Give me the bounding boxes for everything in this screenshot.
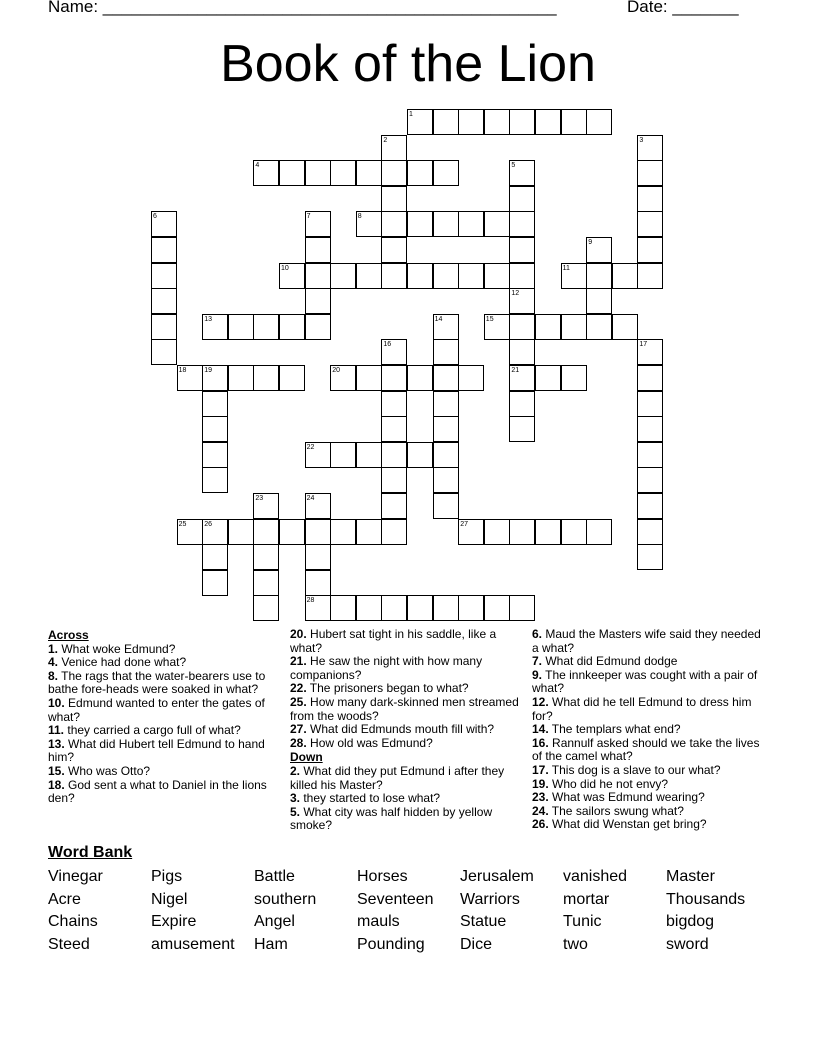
clue-number: 25 bbox=[178, 520, 187, 528]
clue bbox=[290, 737, 522, 751]
word-bank-item: Thousands bbox=[666, 890, 746, 908]
crossword-cell[interactable] bbox=[279, 160, 305, 186]
clue bbox=[290, 628, 522, 655]
word-bank-item: Pigs bbox=[151, 868, 183, 885]
word-bank-item: bigdog bbox=[666, 913, 715, 931]
clue bbox=[532, 778, 762, 792]
crossword-cell[interactable] bbox=[586, 109, 612, 135]
clue-text: God sent a what to Daniel in the lions den? bbox=[48, 777, 267, 806]
crossword-cell[interactable] bbox=[356, 442, 382, 468]
clue-text: What city was half hidden by yellow smoke? bbox=[290, 804, 493, 833]
word-bank-item: Expire bbox=[151, 913, 197, 931]
crossword-cell[interactable] bbox=[305, 314, 331, 340]
clue-number: 7 bbox=[306, 213, 311, 221]
crossword-cell[interactable] bbox=[509, 237, 535, 263]
crossword-cell[interactable] bbox=[407, 365, 433, 391]
clue-number: 13 bbox=[204, 315, 212, 323]
page-title: Book of the Lion bbox=[220, 35, 596, 93]
word-bank-item: Master bbox=[666, 868, 715, 885]
crossword-cell[interactable] bbox=[561, 365, 587, 391]
crossword-cell[interactable] bbox=[458, 211, 484, 237]
clue-number: 18. bbox=[48, 777, 65, 792]
word-bank-item: Horses bbox=[357, 868, 408, 885]
crossword-cell[interactable] bbox=[381, 391, 407, 417]
clue-text: Maud the Masters wife said they needed a what? bbox=[532, 627, 761, 655]
clue-number: 10 bbox=[281, 264, 289, 272]
crossword-cell[interactable] bbox=[407, 160, 433, 186]
word-bank-item: Jerusalem bbox=[460, 868, 534, 885]
crossword-cell[interactable] bbox=[535, 109, 561, 135]
word-bank-item: Tunic bbox=[563, 913, 602, 931]
crossword-cell[interactable] bbox=[407, 263, 433, 289]
clue bbox=[290, 682, 522, 696]
crossword-cell[interactable] bbox=[202, 416, 228, 442]
clue-number: 25. bbox=[290, 694, 307, 709]
clue-text: How many dark-skinned men streamed from the woods? bbox=[290, 694, 519, 723]
crossword-cell[interactable] bbox=[305, 263, 331, 289]
clue-text: they started to lose what? bbox=[300, 791, 441, 806]
clue-number: 22 bbox=[306, 443, 315, 451]
word-bank-item: Nigel bbox=[151, 890, 188, 908]
crossword-cell[interactable] bbox=[637, 416, 663, 442]
clue-number: 20. bbox=[290, 627, 307, 641]
clue-text: What did Wenstan get bring? bbox=[548, 817, 707, 832]
word-bank-item: Battle bbox=[254, 868, 295, 885]
crossword-cell[interactable] bbox=[356, 519, 382, 545]
crossword-cell[interactable] bbox=[151, 314, 177, 340]
clue-number: 11. bbox=[48, 723, 65, 738]
crossword-cell[interactable] bbox=[458, 109, 484, 135]
crossword-cell[interactable] bbox=[305, 519, 331, 545]
crossword-cell[interactable] bbox=[330, 160, 356, 186]
clue-number: 10. bbox=[48, 695, 65, 710]
word-bank-item: Angel bbox=[254, 913, 295, 931]
clue-text: The rags that the water-bearers use to bathe fore-heads were soaked in what? bbox=[48, 668, 266, 697]
crossword-cell[interactable] bbox=[279, 519, 305, 545]
clue-text: What did Hubert tell Edmund to hand him? bbox=[48, 736, 265, 765]
clue-number: 24. bbox=[532, 803, 549, 818]
clue-number: 26. bbox=[532, 817, 549, 832]
clue-text: What did they put Edmund i after they killed his Master? bbox=[290, 763, 505, 792]
crossword-cell[interactable] bbox=[305, 570, 331, 596]
crossword-cell[interactable] bbox=[637, 211, 663, 237]
crossword-cell[interactable] bbox=[433, 391, 459, 417]
clue bbox=[290, 792, 522, 806]
crossword-cell[interactable] bbox=[586, 314, 612, 340]
crossword-cell[interactable] bbox=[612, 314, 638, 340]
clue-number: 9. bbox=[532, 667, 543, 682]
crossword-cell[interactable] bbox=[637, 365, 663, 391]
crossword-cell[interactable] bbox=[637, 186, 663, 212]
crossword-cell[interactable] bbox=[612, 263, 638, 289]
clue-heading: Down bbox=[290, 750, 323, 765]
clue-text: The sailors swung what? bbox=[548, 803, 684, 818]
crossword-cell[interactable] bbox=[305, 160, 331, 186]
crossword-cell[interactable] bbox=[279, 365, 305, 391]
clue-number: 12. bbox=[532, 694, 549, 709]
clue bbox=[48, 697, 280, 724]
crossword-cell[interactable] bbox=[151, 339, 177, 365]
clue-number: 16 bbox=[383, 341, 392, 349]
crossword-cell[interactable] bbox=[509, 416, 535, 442]
crossword-cell[interactable] bbox=[586, 288, 612, 314]
clue-number: 20 bbox=[332, 367, 340, 374]
clue-text: Venice had done what? bbox=[58, 655, 187, 670]
word-bank-item: mortar bbox=[563, 890, 610, 908]
word-bank-title: Word Bank bbox=[48, 844, 133, 861]
clue-number: 9 bbox=[588, 239, 593, 246]
clue-number: 28. bbox=[290, 735, 307, 750]
crossword-cell[interactable] bbox=[356, 595, 382, 621]
crossword-cell[interactable] bbox=[381, 493, 407, 519]
clue-number: 11 bbox=[562, 264, 570, 272]
name-line: Name: ________________________________________________ bbox=[48, 0, 557, 16]
crossword-cell[interactable] bbox=[253, 595, 279, 621]
clue-text: they carried a cargo full of what? bbox=[64, 723, 241, 738]
clues-column-3 bbox=[532, 628, 762, 832]
crossword-cell[interactable] bbox=[535, 519, 561, 545]
crossword-cell[interactable] bbox=[381, 442, 407, 468]
clue-text: Hubert sat tight in his saddle, like a what? bbox=[290, 627, 497, 655]
crossword-cell[interactable] bbox=[637, 160, 663, 186]
crossword-cell[interactable] bbox=[202, 570, 228, 596]
clue-number: 21 bbox=[511, 367, 520, 374]
clue-number: 23. bbox=[532, 790, 549, 805]
crossword-cell[interactable] bbox=[509, 211, 535, 237]
word-bank-item: amusement bbox=[151, 935, 235, 953]
crossword-cell[interactable] bbox=[305, 544, 331, 570]
crossword-cell[interactable] bbox=[253, 570, 279, 596]
crossword-cell[interactable] bbox=[202, 467, 228, 493]
clue-number: 14 bbox=[434, 315, 443, 323]
clue bbox=[290, 696, 522, 723]
crossword-cell[interactable] bbox=[381, 365, 407, 391]
clue-text: Who did he not envy? bbox=[548, 776, 669, 791]
clue bbox=[532, 764, 762, 778]
clue-number: 14. bbox=[532, 722, 549, 737]
crossword-cell[interactable] bbox=[356, 160, 382, 186]
crossword-cell[interactable] bbox=[458, 595, 484, 621]
clue-number: 4 bbox=[255, 162, 260, 170]
clue bbox=[532, 723, 762, 737]
crossword-cell[interactable] bbox=[458, 263, 484, 289]
crossword-cell[interactable] bbox=[381, 467, 407, 493]
crossword-cell[interactable] bbox=[509, 595, 535, 621]
crossword-cell[interactable] bbox=[253, 544, 279, 570]
clue bbox=[48, 779, 280, 806]
crossword-cell[interactable] bbox=[509, 314, 535, 340]
clue-number: 19 bbox=[204, 367, 212, 374]
word-bank-item: two bbox=[563, 935, 588, 953]
crossword-cell[interactable] bbox=[637, 467, 663, 493]
clue bbox=[48, 670, 280, 697]
clue-number: 16. bbox=[532, 735, 549, 750]
clue-heading: Across bbox=[48, 628, 89, 642]
clue bbox=[532, 805, 762, 819]
crossword-cell[interactable] bbox=[330, 263, 356, 289]
clue-number: 6. bbox=[532, 627, 543, 641]
clue-text: This dog is a slave to our what? bbox=[548, 762, 721, 777]
crossword-cell[interactable] bbox=[381, 416, 407, 442]
word-bank-item: Seventeen bbox=[357, 890, 434, 908]
clue-number: 3. bbox=[290, 791, 301, 806]
crossword-cell[interactable] bbox=[202, 391, 228, 417]
clue-number: 27. bbox=[290, 722, 307, 737]
word-bank-item: Acre bbox=[48, 890, 81, 908]
clue-text: What did Edmund dodge bbox=[542, 654, 678, 669]
clue-number: 27 bbox=[460, 520, 468, 528]
clue bbox=[532, 669, 762, 696]
clue-number: 15 bbox=[485, 315, 494, 323]
crossword-cell[interactable] bbox=[561, 519, 587, 545]
crossword-cell[interactable] bbox=[330, 442, 356, 468]
crossword-cell[interactable] bbox=[509, 519, 535, 545]
crossword-cell[interactable] bbox=[433, 211, 459, 237]
clues-column-1 bbox=[48, 628, 280, 806]
crossword-cell[interactable] bbox=[509, 263, 535, 289]
clue bbox=[290, 723, 522, 737]
crossword-cell[interactable] bbox=[509, 109, 535, 135]
clue-number: 26 bbox=[204, 520, 212, 528]
crossword-cell[interactable] bbox=[637, 237, 663, 263]
word-bank-item: Warriors bbox=[460, 890, 520, 908]
clue-number: 13. bbox=[48, 736, 65, 751]
crossword-cell[interactable] bbox=[305, 288, 331, 314]
crossword-cell[interactable] bbox=[561, 109, 587, 135]
crossword-cell[interactable] bbox=[356, 263, 382, 289]
crossword-cell[interactable] bbox=[458, 365, 484, 391]
clue-number: 2. bbox=[290, 763, 301, 778]
clue bbox=[290, 655, 522, 682]
clue-text: The innkeeper was cought with a pair of what? bbox=[532, 667, 758, 696]
crossword-cell[interactable] bbox=[484, 263, 510, 289]
crossword-cell[interactable] bbox=[637, 544, 663, 570]
crossword-cell[interactable] bbox=[637, 391, 663, 417]
crossword-cell[interactable] bbox=[228, 314, 254, 340]
crossword-cell[interactable] bbox=[535, 314, 561, 340]
crossword-cell[interactable] bbox=[637, 442, 663, 468]
crossword-cell[interactable] bbox=[509, 186, 535, 212]
clue bbox=[48, 738, 280, 765]
clue-text: What was Edmund wearing? bbox=[548, 790, 705, 805]
clue-number: 17. bbox=[532, 762, 549, 777]
clue-number: 17 bbox=[639, 341, 648, 349]
crossword-cell[interactable] bbox=[484, 519, 510, 545]
date-line: Date: _______ bbox=[627, 0, 739, 16]
crossword-cell[interactable] bbox=[433, 263, 459, 289]
clue-number: 7. bbox=[532, 654, 543, 669]
word-bank-item: Pounding bbox=[357, 935, 425, 953]
crossword-cell[interactable] bbox=[509, 339, 535, 365]
clues-column-2 bbox=[290, 628, 522, 833]
crossword-cell[interactable] bbox=[433, 160, 459, 186]
crossword-cell[interactable] bbox=[381, 595, 407, 621]
crossword-cell[interactable] bbox=[253, 365, 279, 391]
word-bank-item: Statue bbox=[460, 913, 507, 931]
clue bbox=[532, 791, 762, 805]
crossword-cell[interactable] bbox=[433, 595, 459, 621]
crossword-cell[interactable] bbox=[330, 519, 356, 545]
clue-text: Edmund wanted to enter the gates of what? bbox=[48, 695, 265, 724]
clue bbox=[532, 818, 762, 832]
crossword-cell[interactable] bbox=[484, 595, 510, 621]
crossword-cell[interactable] bbox=[637, 493, 663, 519]
crossword-cell[interactable] bbox=[561, 314, 587, 340]
clue-number: 23 bbox=[255, 495, 264, 502]
crossword-cell[interactable] bbox=[151, 237, 177, 263]
word-bank-item: Steed bbox=[48, 935, 90, 953]
crossword-cell[interactable] bbox=[407, 211, 433, 237]
clue-text: Who was Otto? bbox=[64, 763, 151, 778]
word-bank-item: vanished bbox=[563, 868, 628, 885]
crossword-cell[interactable] bbox=[407, 595, 433, 621]
clue-number: 28 bbox=[306, 597, 315, 605]
crossword-cell[interactable] bbox=[228, 365, 254, 391]
crossword-cell[interactable] bbox=[433, 109, 459, 135]
crossword-cell[interactable] bbox=[330, 595, 356, 621]
clue bbox=[48, 643, 280, 657]
crossword-cell[interactable] bbox=[484, 109, 510, 135]
clue-text: He saw the night with how many companions? bbox=[290, 654, 483, 682]
clue-number: 5. bbox=[290, 804, 301, 819]
crossword-cell[interactable] bbox=[433, 467, 459, 493]
crossword-cell[interactable] bbox=[433, 339, 459, 365]
crossword-cell[interactable] bbox=[509, 391, 535, 417]
crossword-cell[interactable] bbox=[381, 237, 407, 263]
clue bbox=[532, 655, 762, 669]
clue-number: 1 bbox=[409, 111, 413, 118]
crossword-cell[interactable] bbox=[381, 263, 407, 289]
word-bank-item: Chains bbox=[48, 913, 98, 931]
word-bank-item: Ham bbox=[254, 935, 288, 953]
word-bank-item: sword bbox=[666, 935, 709, 953]
clue-number: 12 bbox=[511, 290, 520, 298]
clue bbox=[532, 628, 762, 655]
clue-text: What did Edmunds mouth fill with? bbox=[306, 722, 495, 737]
clue-number: 21. bbox=[290, 654, 307, 669]
clue bbox=[48, 765, 280, 779]
crossword-cell[interactable] bbox=[381, 186, 407, 212]
crossword-cell[interactable] bbox=[356, 365, 382, 391]
clue-number: 5 bbox=[511, 162, 516, 170]
crossword-cell[interactable] bbox=[202, 544, 228, 570]
crossword-cell[interactable] bbox=[381, 160, 407, 186]
clue-text: The templars what end? bbox=[548, 722, 681, 737]
crossword-cell[interactable] bbox=[637, 263, 663, 289]
clue bbox=[290, 765, 522, 792]
crossword-cell[interactable] bbox=[151, 263, 177, 289]
clue-text: Rannulf asked should we take the lives of the camel what? bbox=[532, 735, 760, 764]
clue-number: 3 bbox=[639, 136, 644, 144]
crossword-cell[interactable] bbox=[586, 519, 612, 545]
crossword-cell[interactable] bbox=[381, 211, 407, 237]
crossword-cell[interactable] bbox=[202, 442, 228, 468]
crossword-cell[interactable] bbox=[484, 211, 510, 237]
crossword-cell[interactable] bbox=[305, 237, 331, 263]
crossword-cell[interactable] bbox=[433, 416, 459, 442]
clue bbox=[48, 724, 280, 738]
clue-number: 2 bbox=[383, 136, 388, 144]
clue-text: What woke Edmund? bbox=[58, 641, 176, 656]
clue-number: 22. bbox=[290, 681, 307, 696]
crossword-cell[interactable] bbox=[279, 314, 305, 340]
crossword-cell[interactable] bbox=[151, 288, 177, 314]
clue bbox=[48, 656, 280, 670]
clue bbox=[532, 696, 762, 723]
crossword-cell[interactable] bbox=[433, 493, 459, 519]
crossword-cell[interactable] bbox=[228, 519, 254, 545]
clue-number: 15. bbox=[48, 763, 65, 778]
crossword-cell[interactable] bbox=[535, 365, 561, 391]
clue-number: 4. bbox=[48, 655, 59, 670]
word-bank-item: mauls bbox=[357, 913, 400, 931]
crossword-cell[interactable] bbox=[253, 519, 279, 545]
crossword-cell[interactable] bbox=[381, 519, 407, 545]
crossword-cell[interactable] bbox=[586, 263, 612, 289]
clue-number: 8. bbox=[48, 668, 59, 683]
clue-number: 8 bbox=[357, 213, 362, 221]
clue-number: 19. bbox=[532, 776, 549, 791]
crossword-cell[interactable] bbox=[433, 365, 459, 391]
crossword-cell[interactable] bbox=[407, 442, 433, 468]
crossword-cell[interactable] bbox=[433, 442, 459, 468]
crossword-cell[interactable] bbox=[637, 519, 663, 545]
clue-text: How old was Edmund? bbox=[306, 735, 433, 750]
clue bbox=[532, 737, 762, 764]
clue-text: What did he tell Edmund to dress him for? bbox=[532, 694, 752, 723]
word-bank-item: southern bbox=[254, 890, 317, 908]
crossword-cell[interactable] bbox=[253, 314, 279, 340]
word-bank-item: Dice bbox=[460, 935, 493, 953]
clue-text: The prisoners began to what? bbox=[306, 681, 469, 696]
clue bbox=[290, 806, 522, 833]
clue-number: 18 bbox=[178, 367, 187, 374]
clue-number: 1. bbox=[48, 641, 59, 656]
clue-number: 24 bbox=[306, 495, 315, 502]
clue-number: 6 bbox=[153, 213, 157, 221]
word-bank-item: Vinegar bbox=[48, 868, 103, 885]
